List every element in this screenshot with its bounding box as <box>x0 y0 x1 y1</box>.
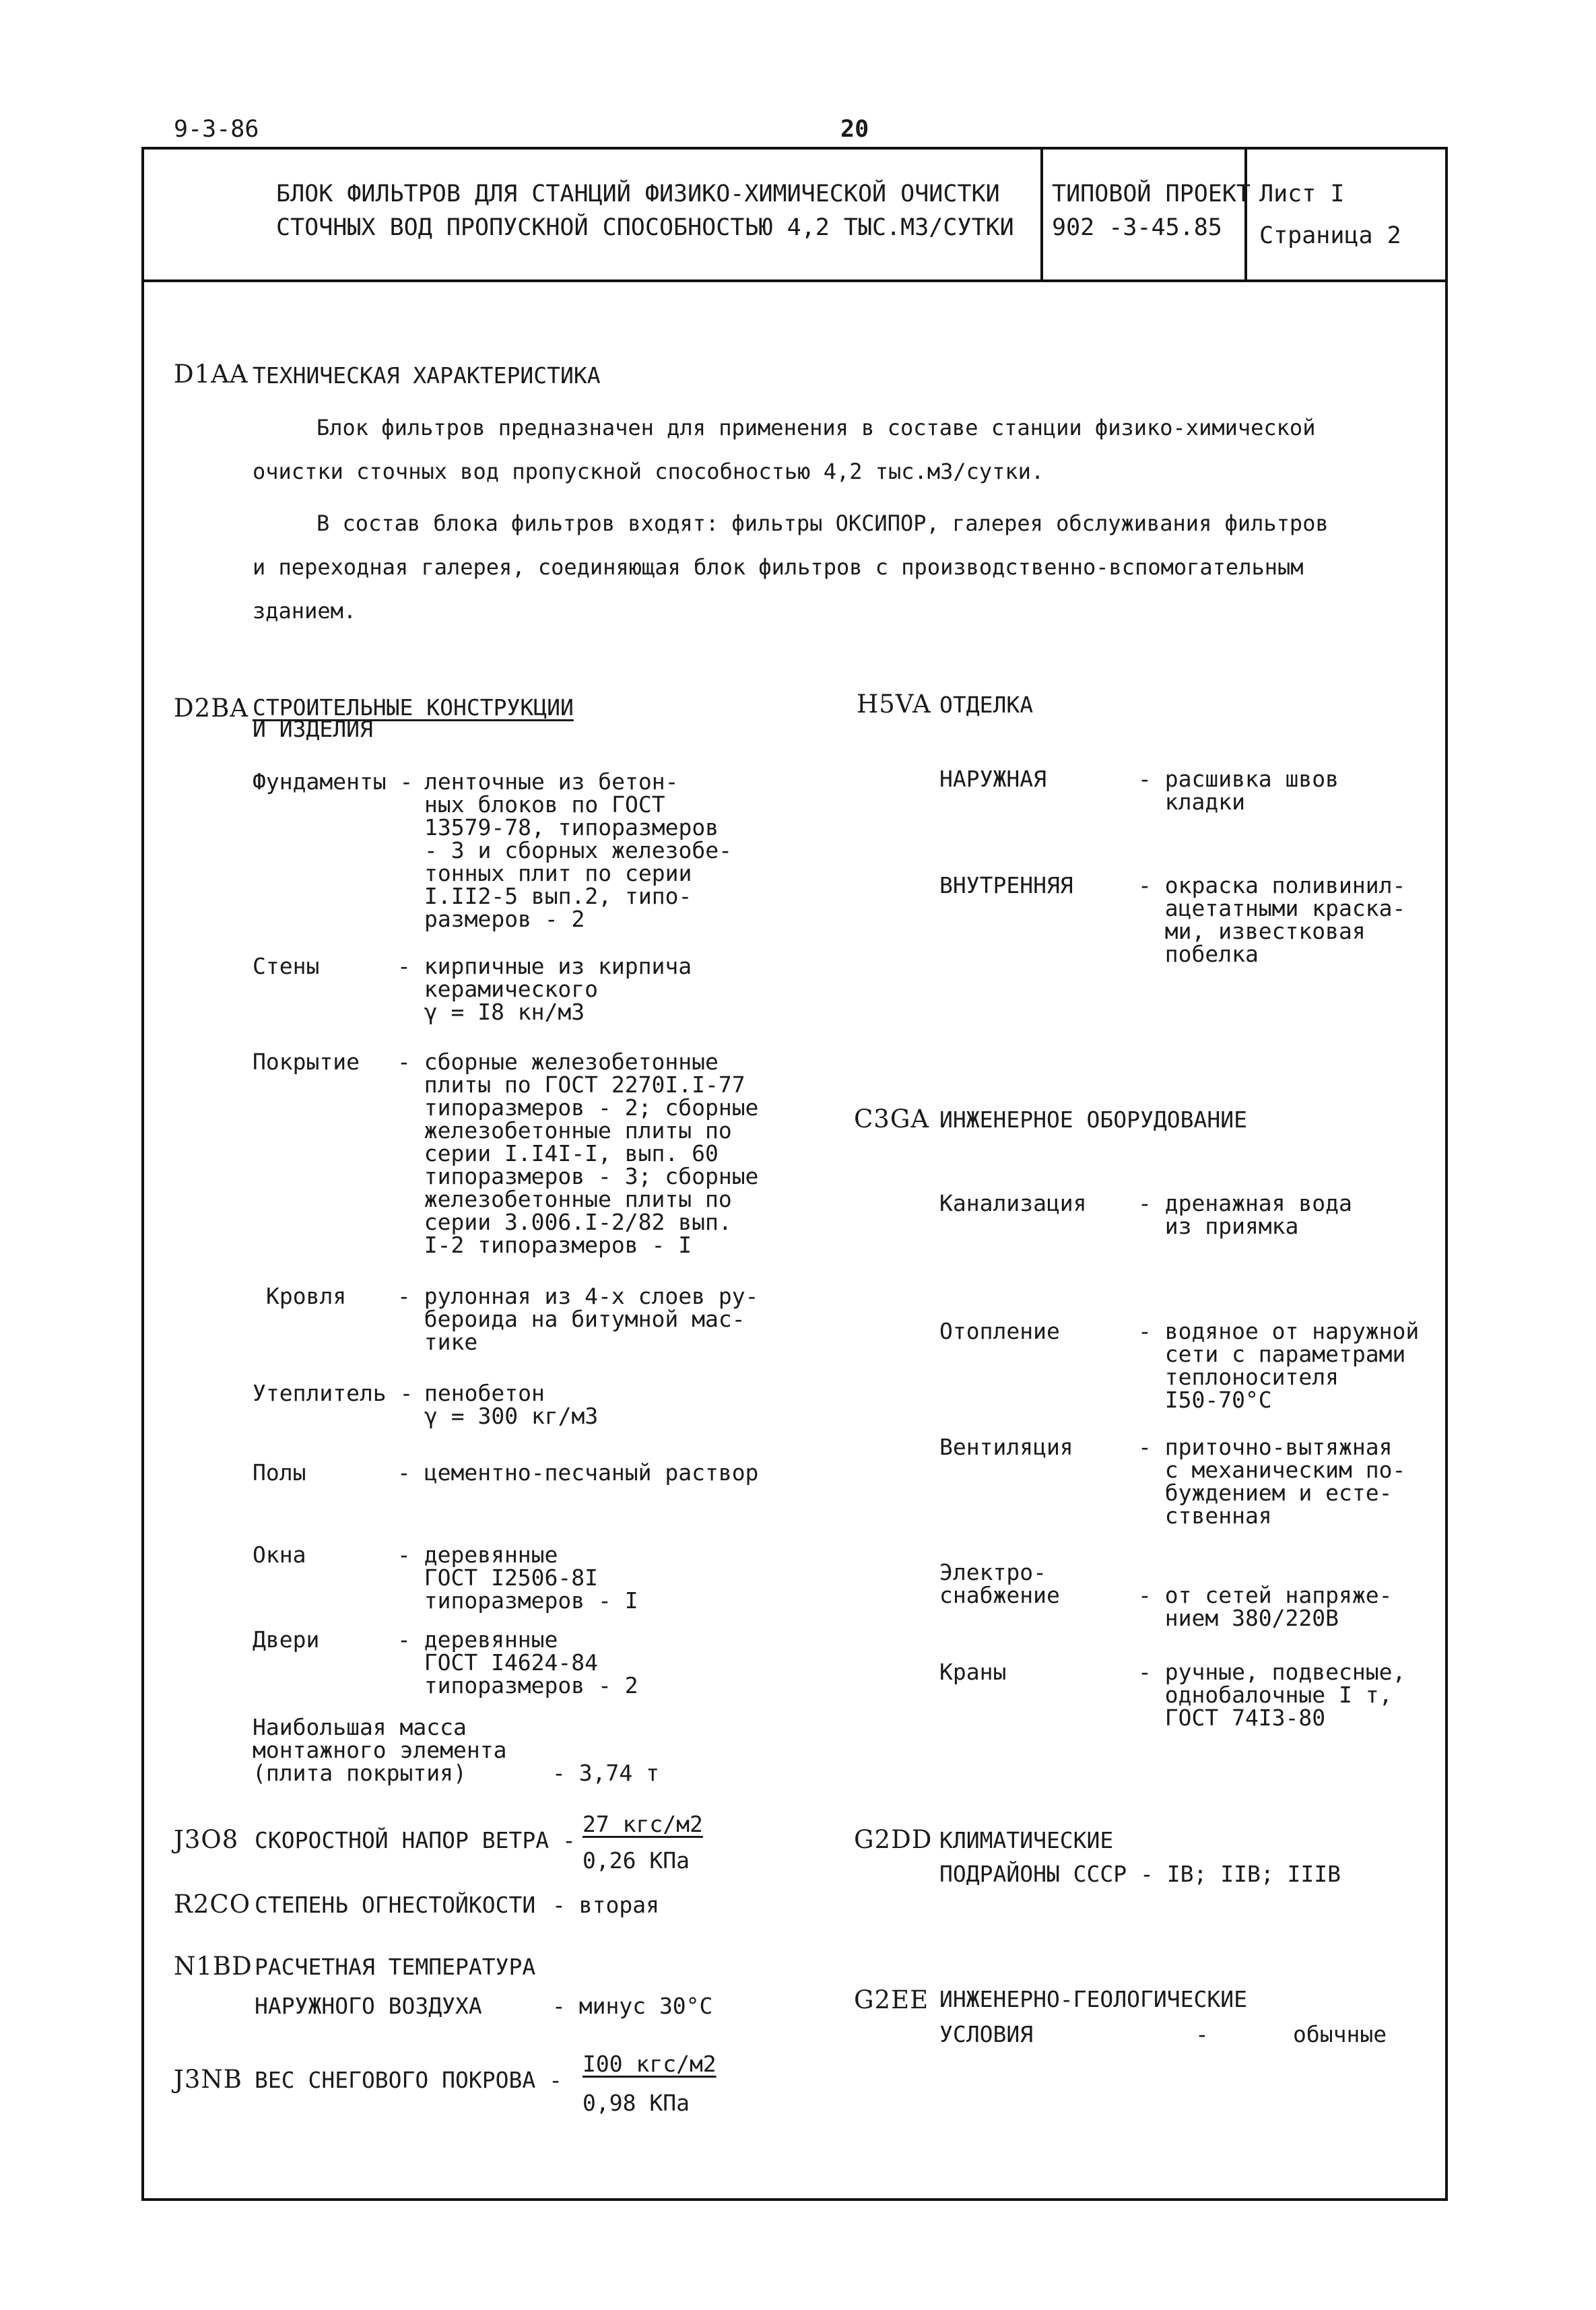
section-title-tech: ТЕХНИЧЕСКАЯ ХАРАКТЕРИСТИКА <box>253 362 601 389</box>
equip-value-cranes: - ручные, подвесные, однобалочные I т, ГОСТ 74I3-80 <box>1138 1659 1406 1731</box>
equip-value-power: - от сетей напряже- нием 380/220В <box>1138 1582 1393 1631</box>
climate-label-line1: КЛИМАТИЧЕСКИЕ <box>939 1827 1114 1853</box>
wind-value-kpa: 0,26 КПа <box>583 1847 690 1874</box>
fire-label: СТЕПЕНЬ ОГНЕСТОЙКОСТИ <box>255 1892 536 1918</box>
equip-label-cranes: Краны <box>939 1659 1007 1685</box>
constr-value-walls: - кирпичные из кирпича керамического γ = I8 кн/м3 <box>397 953 692 1025</box>
constr-label-roof: Кровля <box>266 1283 347 1309</box>
title-block-col-divider-1 <box>1040 147 1043 282</box>
temperature-value: - минус 30°C <box>552 1993 713 2019</box>
climate-label-line2: ПОДРАЙОНЫ СССР - IВ; IIВ; IIIВ <box>939 1861 1341 1887</box>
project-number: 902 -3-45.85 <box>1052 214 1222 241</box>
section-title-finishing: ОТДЕЛКА <box>939 692 1034 718</box>
page-label: Страница 2 <box>1259 222 1401 249</box>
temperature-label-line2: НАРУЖНОГО ВОЗДУХА <box>255 1993 482 2019</box>
geology-label-line2: УСЛОВИЯ <box>939 2021 1034 2047</box>
geology-dash: - <box>1195 2021 1209 2047</box>
snow-value-kpa: 0,98 КПа <box>583 2090 690 2116</box>
constr-value-foundations: ленточные из бетон- ных блоков по ГОСТ 13579-78, типоразмеров - 3 и сборных железобе- тонных плит по серии I.II2-5 вып.2, типо- размеров - 2 <box>424 768 732 932</box>
section-code-construction: D2BA <box>174 694 249 723</box>
sheet-number: Лист I <box>1259 180 1345 207</box>
max-mass-label: Наибольшая масса монтажного элемента (плита покрытия) <box>253 1714 507 1786</box>
section-title-equipment: ИНЖЕНЕРНОЕ ОБОРУДОВАНИЕ <box>939 1107 1247 1133</box>
finish-label-interior: ВНУТРЕННЯЯ <box>939 872 1073 898</box>
page-number: 20 <box>840 116 869 143</box>
tech-paragraph-2-line3: зданием. <box>253 598 357 624</box>
title-block-title-line1: БЛОК ФИЛЬТРОВ ДЛЯ СТАНЦИЙ ФИЗИКО-ХИМИЧЕСКОЙ ОЧИСТКИ <box>276 180 1000 207</box>
equip-label-ventilation: Вентиляция <box>939 1434 1073 1460</box>
constr-label-walls: Стены <box>253 953 320 979</box>
wind-label: СКОРОСТНОЙ НАПОР ВЕТРА - <box>255 1827 576 1853</box>
section-code-snow: J3NB <box>174 2065 242 2094</box>
fire-value: - вторая <box>552 1892 659 1918</box>
finish-label-exterior: НАРУЖНАЯ <box>939 766 1046 792</box>
section-code-finishing: H5VA <box>857 690 931 719</box>
geology-value: обычные <box>1293 2021 1387 2047</box>
project-label: ТИПОВОЙ ПРОЕКТ <box>1052 180 1251 207</box>
section-code-equipment: C3GA <box>854 1104 930 1133</box>
section-code-geology: G2EE <box>854 1985 929 2014</box>
tech-paragraph-2-line2: и переходная галерея, соединяющая блок фильтров с производственно-вспомогательным <box>253 554 1304 580</box>
section-code-wind: J3O8 <box>174 1825 239 1854</box>
equip-value-sewerage: - дренажная вода из приямка <box>1138 1190 1352 1239</box>
constr-label-doors: Двери <box>253 1626 320 1653</box>
constr-label-insulation: Утеплитель - <box>253 1380 413 1406</box>
section-code-tech: D1AA <box>174 360 248 389</box>
equip-value-ventilation: - приточно-вытяжная с механическим по- буждением и есте- ственная <box>1138 1434 1406 1529</box>
section-title-construction-line2: И ИЗДЕЛИЯ <box>253 716 373 742</box>
geology-label-line1: ИНЖЕНЕРНО-ГЕОЛОГИЧЕСКИЕ <box>939 1986 1247 2012</box>
tech-paragraph-1-line2: очистки сточных вод пропускной способностью 4,2 тыс.м3/сутки. <box>253 459 1044 484</box>
equip-value-heating: - водяное от наружной сети с параметрами теплоносителя I50-70°C <box>1138 1318 1420 1413</box>
max-mass-value: - 3,74 т <box>552 1760 659 1786</box>
constr-value-insulation: пенобетон γ = 300 кг/м3 <box>424 1380 599 1429</box>
finish-value-interior: - окраска поливинил- ацетатными краска- ми, известковая побелка <box>1138 872 1406 967</box>
constr-label-roofing-slabs: Покрытие <box>253 1049 360 1075</box>
constr-value-roofing-slabs: - сборные железобетонные плиты по ГОСТ 2270I.I-77 типоразмеров - 2; сборные железобетонные плиты по серии I.I4I-I, вып. 60 типоразмеров - 3; сборные железобетонные плиты по серии 3.006.I-2/82 вып. I-2 типоразмеров - I <box>397 1049 759 1258</box>
finish-value-exterior: - расшивка швов кладки <box>1138 766 1339 815</box>
title-block-title-line2: СТОЧНЫХ ВОД ПРОПУСКНОЙ СПОСОБНОСТЬЮ 4,2 ТЫС.М3/СУТКИ <box>276 214 1014 241</box>
constr-label-windows: Окна <box>253 1542 306 1568</box>
constr-label-foundations: Фундаменты - <box>253 768 413 795</box>
temperature-label-line1: РАСЧЕТНАЯ ТЕМПЕРАТУРА <box>255 1954 536 1980</box>
section-code-fire: R2CO <box>174 1890 251 1919</box>
snow-value-kgs: I00 кгс/м2 <box>583 2051 717 2077</box>
snow-label: ВЕС СНЕГОВОГО ПОКРОВА - <box>255 2067 562 2093</box>
equip-label-sewerage: Канализация <box>939 1190 1087 1216</box>
title-block-col-divider-2 <box>1244 147 1247 282</box>
constr-value-roof: - рулонная из 4-х слоев ру- бероида на битумной мас- тике <box>397 1283 759 1355</box>
section-code-climate: G2DD <box>854 1825 933 1854</box>
section-title-construction-line1: СТРОИТЕЛЬНЫЕ КОНСТРУКЦИИ <box>253 694 574 721</box>
wind-value-kgs: 27 кгс/м2 <box>583 1811 703 1837</box>
equip-label-heating: Отопление <box>939 1318 1060 1344</box>
title-block-divider <box>141 279 1448 282</box>
tech-paragraph-1-line1: Блок фильтров предназначен для применения в составе станции физико-химической <box>317 415 1316 440</box>
section-code-temperature: N1BD <box>174 1952 253 1981</box>
document-code: 9-3-86 <box>174 116 259 143</box>
constr-value-doors: - деревянные ГОСТ I4624-84 типоразмеров - 2 <box>397 1626 638 1698</box>
equip-label-power: Электро- снабжение <box>939 1559 1060 1608</box>
constr-label-floors: Полы <box>253 1459 306 1486</box>
constr-value-windows: - деревянные ГОСТ I2506-8I типоразмеров - I <box>397 1542 638 1614</box>
tech-paragraph-2-line1: В состав блока фильтров входят: фильтры ОКСИПОР, галерея обслуживания фильтров <box>317 510 1329 536</box>
constr-value-floors: - цементно-песчаный раствор <box>397 1459 759 1486</box>
